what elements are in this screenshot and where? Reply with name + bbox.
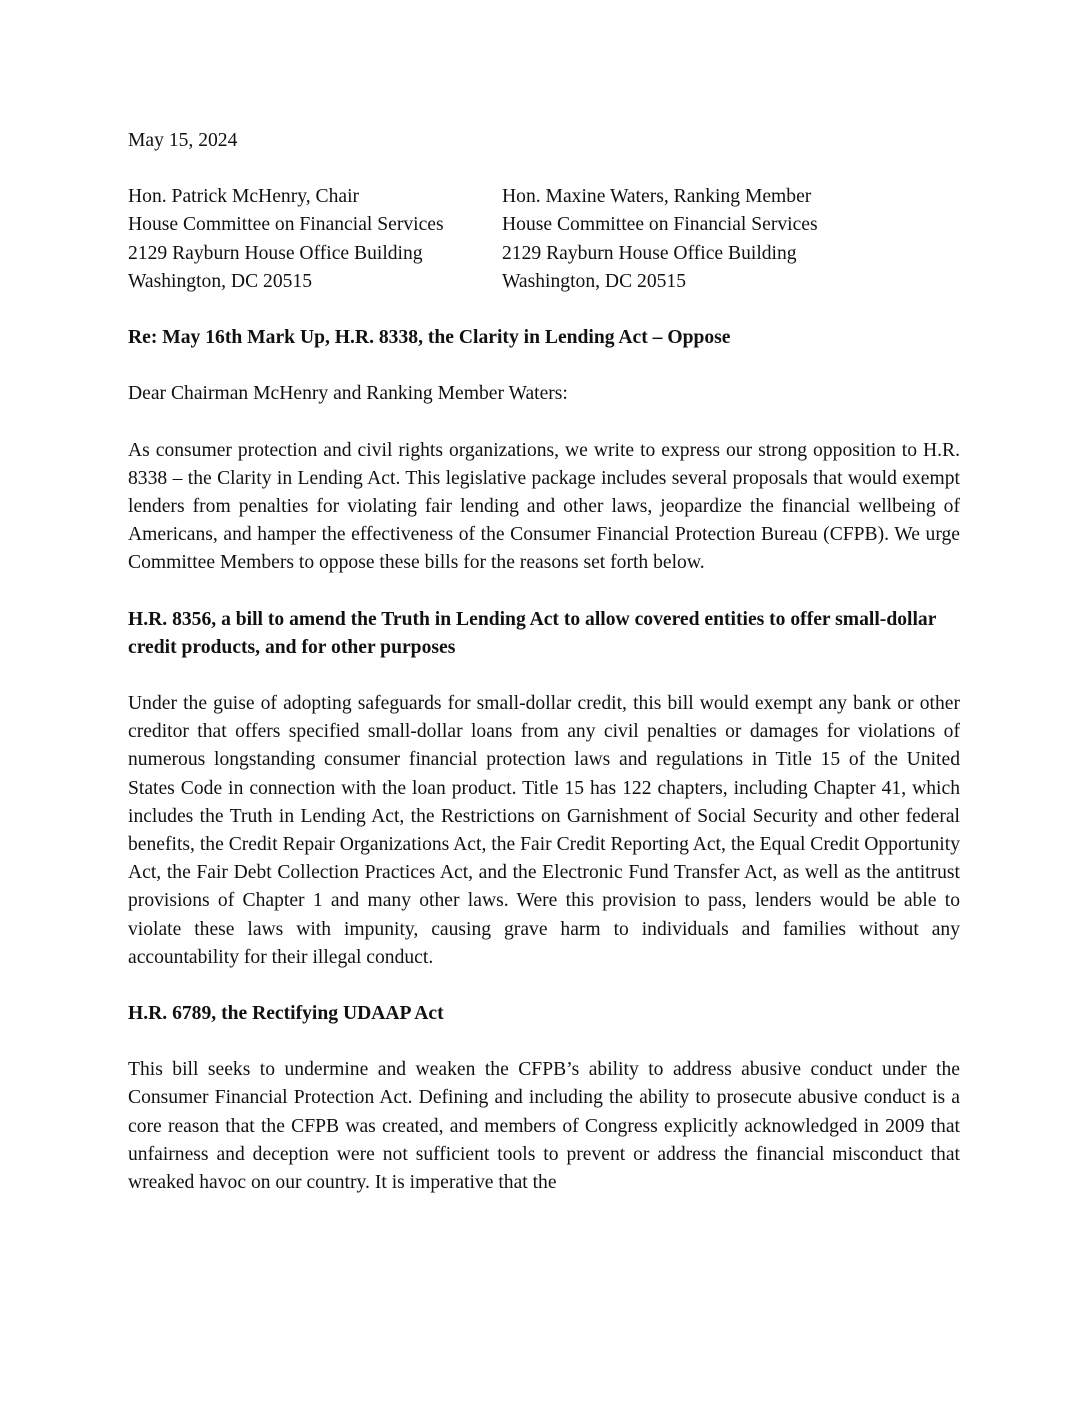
salutation: Dear Chairman McHenry and Ranking Member Waters: — [128, 383, 568, 405]
section-heading-hr-8356: H.R. 8356, a bill to amend the Truth in Lending Act to allow covered entities to offer small-dollar credit products, and for other purposes — [128, 608, 937, 658]
subject-line: Re: May 16th Mark Up, H.R. 8338, the Clarity in Lending Act – Oppose — [128, 327, 731, 349]
recipient-name: Hon. Maxine Waters, Ranking Member — [502, 186, 812, 208]
section-paragraph-hr-6789: This bill seeks to undermine and weaken the CFPB’s ability to address abusive conduct under the Consumer Financial Protection Act. Defining and including the ability to prosecute abusive conduct is a core reason that the CFPB was created, and members of Congress explicitly acknowledged in 2009 that unfairness and deception were not sufficient tools to prevent or address the financial misconduct that wreaked havoc on our country. It is imperative that the — [128, 1059, 960, 1194]
recipient-address-chair — [128, 183, 444, 296]
recipient-address-ranking-member — [502, 183, 818, 296]
recipient-building: 2129 Rayburn House Office Building — [128, 242, 423, 264]
recipient-addresses — [128, 183, 960, 296]
section-paragraph-hr-8356: Under the guise of adopting safeguards for small-dollar credit, this bill would exempt any bank or other creditor that offers specified small-dollar loans from any civil penalties or damages for violations of numerous longstanding consumer financial protection laws and regulations in Title 15 of the United States Code in connection with the loan product. Title 15 has 122 chapters, including Chapter 41, which includes the Truth in Lending Act, the Restrictions on Garnishment of Social Security and other federal benefits, the Credit Repair Organizations Act, the Fair Credit Reporting Act, the Equal Credit Opportunity Act, the Fair Debt Collection Practices Act, and the Electronic Fund Transfer Act, as well as the antitrust provisions of Chapter 1 and many other laws. Were this provision to pass, lenders would be able to violate these laws with impunity, causing grave harm to individuals and families without any accountability for their illegal conduct. — [128, 693, 960, 968]
intro-paragraph: As consumer protection and civil rights organizations, we write to express our strong opposition to H.R. 8338 – the Clarity in Lending Act. This legislative package includes several proposals that would exempt lenders from penalties for violating fair lending and other laws, jeopardize the financial wellbeing of Americans, and hamper the effectiveness of the Consumer Financial Protection Bureau (CFPB). We urge Committee Members to oppose these bills for the reasons set forth below. — [128, 439, 960, 574]
letter-page — [128, 127, 960, 1225]
recipient-committee: House Committee on Financial Services — [128, 214, 444, 236]
recipient-city: Washington, DC 20515 — [128, 270, 313, 292]
recipient-committee: House Committee on Financial Services — [502, 214, 818, 236]
letter-date: May 15, 2024 — [128, 130, 238, 151]
recipient-city: Washington, DC 20515 — [502, 270, 687, 292]
recipient-building: 2129 Rayburn House Office Building — [502, 242, 797, 264]
section-heading-hr-6789: H.R. 6789, the Rectifying UDAAP Act — [128, 1003, 444, 1025]
recipient-name: Hon. Patrick McHenry, Chair — [128, 186, 360, 208]
